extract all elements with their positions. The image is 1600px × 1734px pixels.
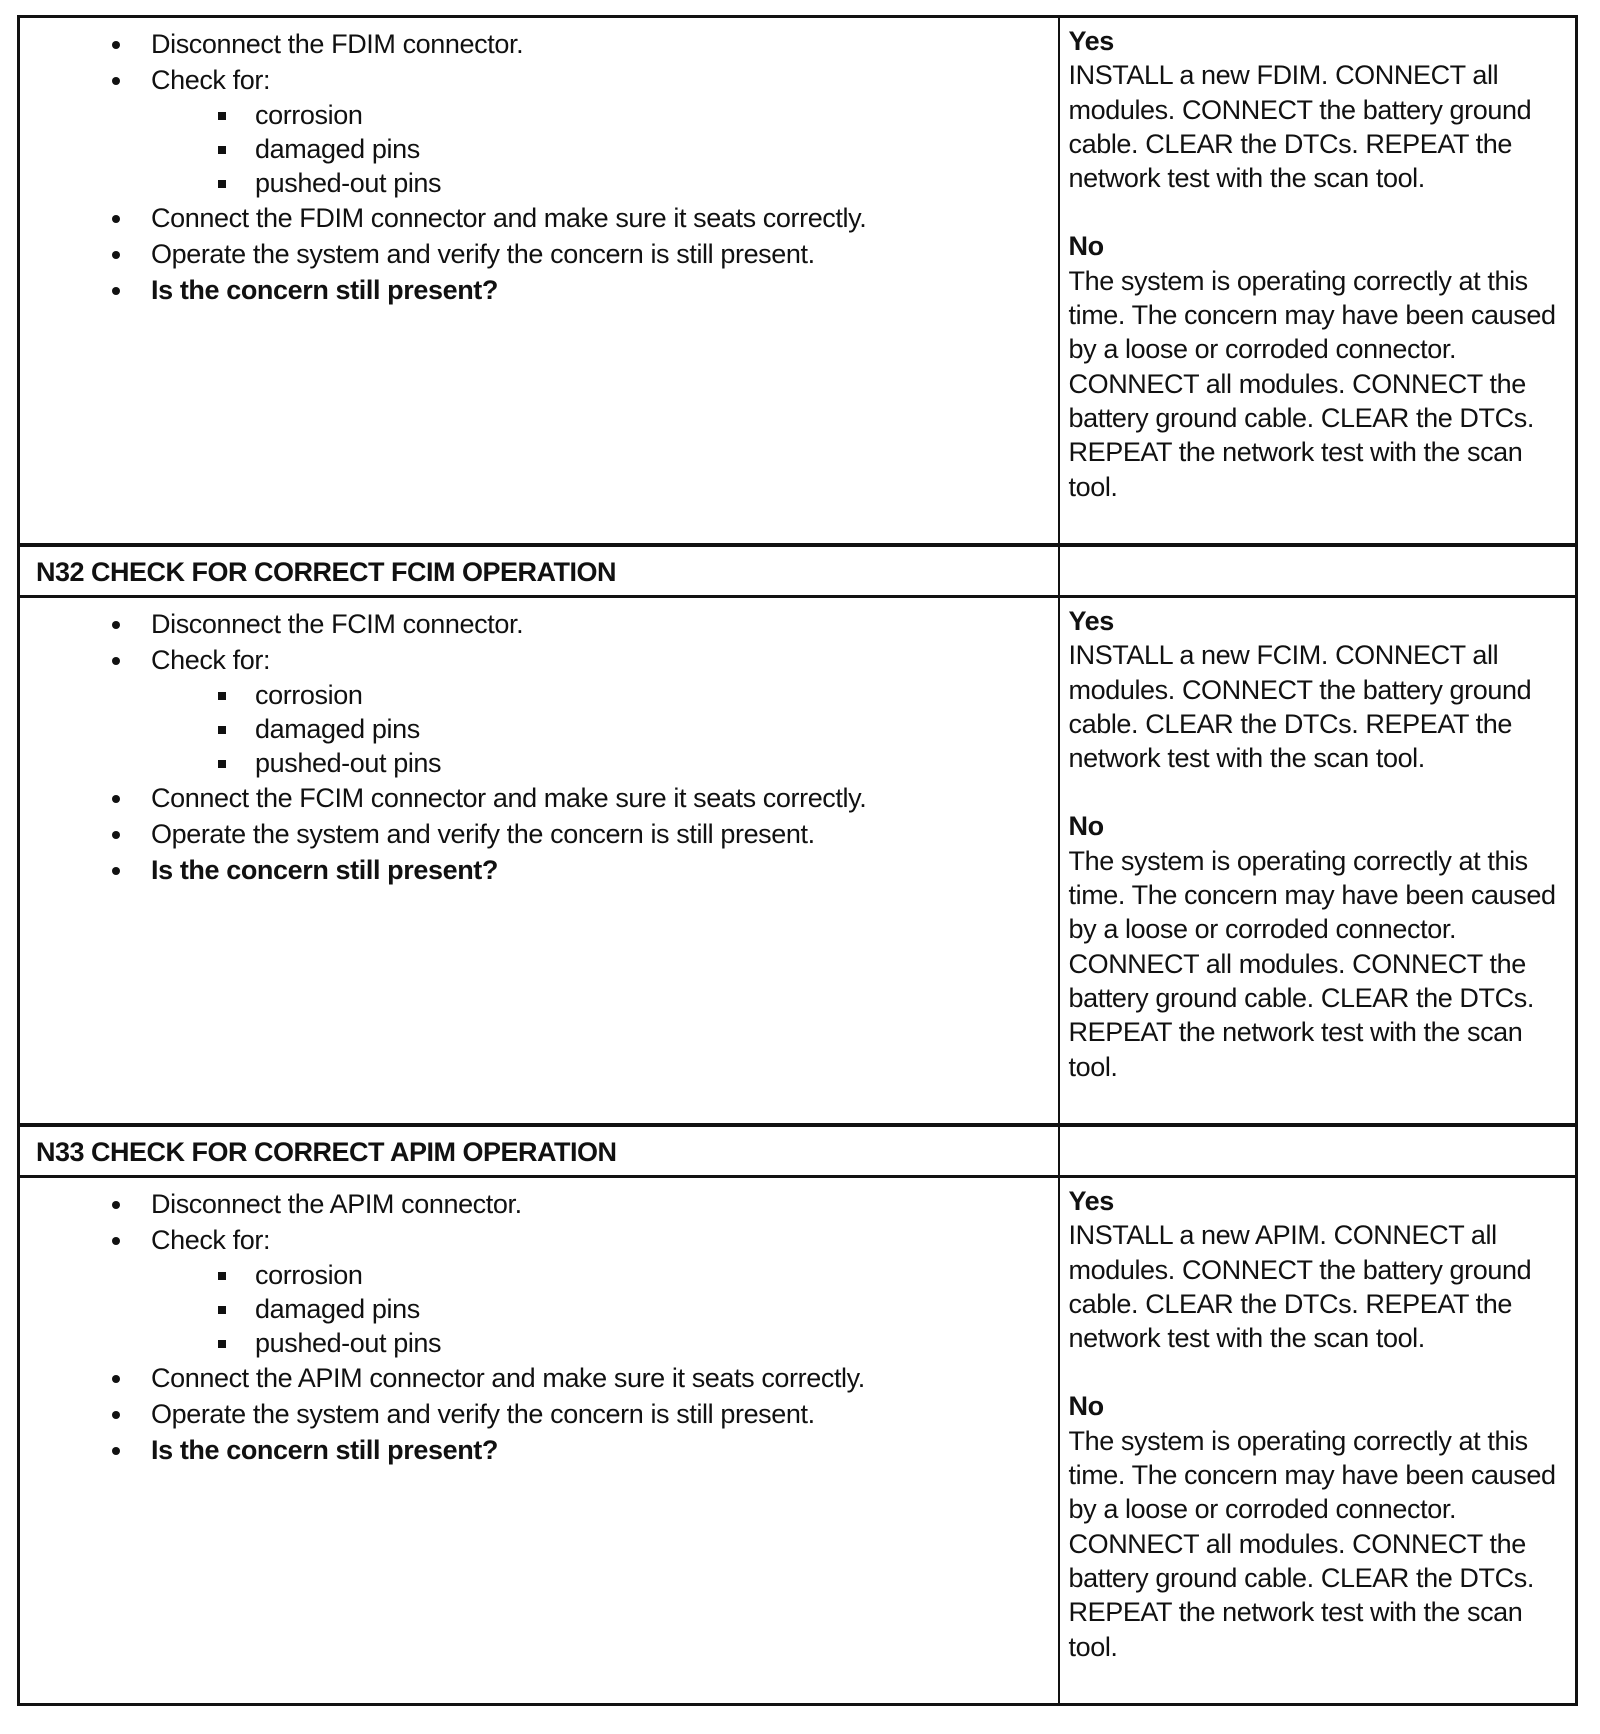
yes-text: INSTALL a new FCIM. CONNECT all modules. CONNECT the battery ground cable. CLEAR the DTCs. REPEAT the network test with the scan tool. xyxy=(1068,640,1532,774)
check-list xyxy=(151,98,1058,200)
yes-label: Yes xyxy=(1068,26,1114,56)
action-text: Check for: xyxy=(151,1225,271,1255)
action-item: • Disconnect the FCIM connector. xyxy=(135,606,1058,642)
check-item: ▪ damaged pins xyxy=(241,132,1058,166)
action-item: • Connect the APIM connector and make sure it seats correctly. xyxy=(135,1360,1058,1396)
step-actions-cell xyxy=(19,1177,1059,1705)
no-label: No xyxy=(1068,231,1104,262)
step-actions-cell xyxy=(19,597,1059,1126)
action-item xyxy=(135,1222,1058,1360)
action-list xyxy=(20,1186,1058,1468)
diagnostic-table xyxy=(17,15,1578,1706)
step-header-empty-cell xyxy=(1059,545,1577,597)
step-title: N32 CHECK FOR CORRECT FCIM OPERATION xyxy=(36,557,617,587)
check-item: ▪ pushed-out pins xyxy=(241,746,1058,780)
step-row xyxy=(19,597,1577,1126)
action-item: • Connect the FCIM connector and make sure it seats correctly. xyxy=(135,780,1058,816)
question-item: • Is the concern still present? xyxy=(135,852,1058,888)
action-text: Check for: xyxy=(151,645,271,675)
action-item xyxy=(135,642,1058,780)
yes-text: INSTALL a new FDIM. CONNECT all modules. CONNECT the battery ground cable. CLEAR the DTCs. REPEAT the network test with the scan tool. xyxy=(1068,60,1532,194)
step-row xyxy=(19,17,1577,546)
step-header-cell xyxy=(19,1125,1059,1177)
step-header-row xyxy=(19,545,1577,597)
action-item: • Disconnect the APIM connector. xyxy=(135,1186,1058,1222)
question-item: • Is the concern still present? xyxy=(135,1432,1058,1468)
action-item: • Operate the system and verify the concern is still present. xyxy=(135,1396,1058,1432)
check-item: ▪ pushed-out pins xyxy=(241,1326,1058,1360)
check-item: ▪ corrosion xyxy=(241,678,1058,712)
step-header-empty-cell xyxy=(1059,1125,1577,1177)
action-item: • Disconnect the FDIM connector. xyxy=(135,26,1058,62)
check-item: ▪ damaged pins xyxy=(241,712,1058,746)
step-header-cell xyxy=(19,545,1059,597)
check-item: ▪ damaged pins xyxy=(241,1292,1058,1326)
action-item xyxy=(135,62,1058,200)
check-list xyxy=(151,1258,1058,1360)
check-item: ▪ corrosion xyxy=(241,98,1058,132)
no-label: No xyxy=(1068,1391,1104,1422)
yes-label: Yes xyxy=(1068,606,1114,636)
step-header-row xyxy=(19,1125,1577,1177)
no-text: The system is operating correctly at this time. The concern may have been caused by a loose or corroded connector. CONNECT all modules. CONNECT the battery ground cable. CLEAR the DTCs. REPEAT the network test with the scan tool. xyxy=(1068,1425,1556,1662)
step-results-cell xyxy=(1059,597,1577,1126)
no-text: The system is operating correctly at this time. The concern may have been caused by a loose or corroded connector. CONNECT all modules. CONNECT the battery ground cable. CLEAR the DTCs. REPEAT the network test with the scan tool. xyxy=(1068,845,1556,1082)
no-text: The system is operating correctly at this time. The concern may have been caused by a loose or corroded connector. CONNECT all modules. CONNECT the battery ground cable. CLEAR the DTCs. REPEAT the network test with the scan tool. xyxy=(1068,265,1556,502)
yes-text: INSTALL a new APIM. CONNECT all modules. CONNECT the battery ground cable. CLEAR the DTCs. REPEAT the network test with the scan tool. xyxy=(1068,1220,1532,1354)
action-list xyxy=(20,26,1058,308)
check-list xyxy=(151,678,1058,780)
action-item: • Connect the FDIM connector and make sure it seats correctly. xyxy=(135,200,1058,236)
step-actions-cell xyxy=(19,17,1059,546)
action-item: • Operate the system and verify the concern is still present. xyxy=(135,236,1058,272)
action-list xyxy=(20,606,1058,888)
check-item: ▪ corrosion xyxy=(241,1258,1058,1292)
step-results-cell xyxy=(1059,1177,1577,1705)
yes-label: Yes xyxy=(1068,1186,1114,1216)
step-title: N33 CHECK FOR CORRECT APIM OPERATION xyxy=(36,1137,617,1167)
no-label: No xyxy=(1068,811,1104,842)
action-item: • Operate the system and verify the concern is still present. xyxy=(135,816,1058,852)
action-text: Check for: xyxy=(151,65,271,95)
question-item: • Is the concern still present? xyxy=(135,272,1058,308)
check-item: ▪ pushed-out pins xyxy=(241,166,1058,200)
step-row xyxy=(19,1177,1577,1705)
step-results-cell xyxy=(1059,17,1577,546)
